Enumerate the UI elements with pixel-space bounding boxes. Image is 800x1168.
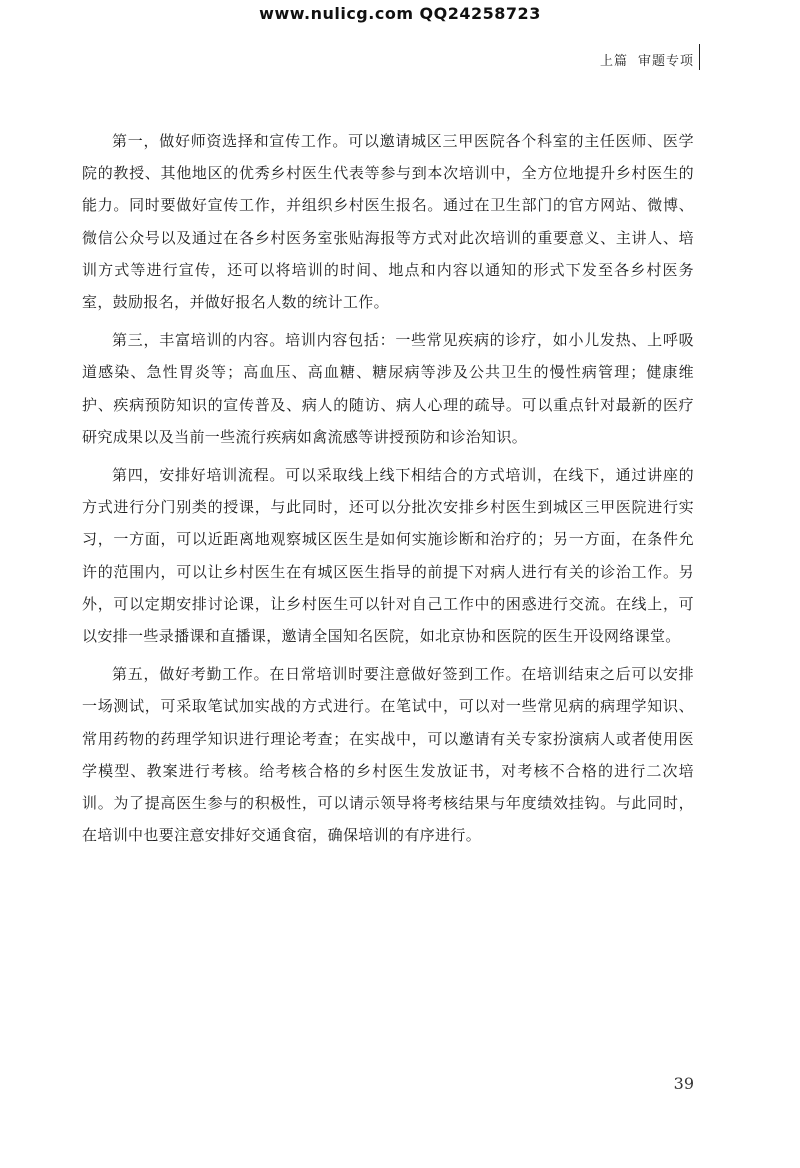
header-section: 审题专项 bbox=[637, 54, 694, 69]
body-text bbox=[82, 125, 694, 857]
paragraph-3: 第四，安排好培训流程。可以采取线上线下相结合的方式培训，在线下，通过讲座的方式进行分门别类的授课，与此同时，还可以分批次安排乡村医生到城区三甲医院进行实习，一方面，可以近距离地观察城区医生是如何实施诊断和治疗的；另一方面，在条件允许的范围内，可以让乡村医生在有城区医生指导的前提下对病人进行有关的诊治工作。另外，可以定期安排讨论课，让乡村医生可以针对自己工作中的困惑进行交流。在线上，可以安排一些录播课和直播课，邀请全国知名医院，如北京协和医院的医生开设网络课堂。 bbox=[82, 466, 694, 646]
header-divider bbox=[699, 44, 701, 70]
watermark-text: www.nulicg.com QQ24258723 bbox=[259, 4, 541, 23]
paragraph-1: 第一，做好师资选择和宣传工作。可以邀请城区三甲医院各个科室的主任医师、医学院的教授、其他地区的优秀乡村医生代表等参与到本次培训中，全方位地提升乡村医生的能力。同时要做好宣传工作，并组织乡村医生报名。通过在卫生部门的官方网站、微博、微信公众号以及通过在各乡村医务室张贴海报等方式对此次培训的重要意义、主讲人、培训方式等进行宣传，还可以将培训的时间、地点和内容以通知的形式下发至各乡村医务室，鼓励报名，并做好报名人数的统计工作。 bbox=[82, 132, 694, 312]
running-header bbox=[600, 50, 694, 69]
paragraph-2: 第三，丰富培训的内容。培训内容包括：一些常见疾病的诊疗，如小儿发热、上呼吸道感染、急性胃炎等；高血压、高血糖、糖尿病等涉及公共卫生的慢性病管理；健康维护、疾病预防知识的宣传普及、病人的随访、病人心理的疏导。可以重点针对最新的医疗研究成果以及当前一些流行疾病如禽流感等讲授预防和诊治知识。 bbox=[82, 331, 694, 446]
paragraph-4: 第五，做好考勤工作。在日常培训时要注意做好签到工作。在培训结束之后可以安排一场测试，可采取笔试加实战的方式进行。在笔试中，可以对一些常见病的病理学知识、常用药物的药理学知识进行理论考查；在实战中，可以邀请有关专家扮演病人或者使用医学模型、教案进行考核。给考核合格的乡村医生发放证书，对考核不合格的进行二次培训。为了提高医生参与的积极性，可以请示领导将考核结果与年度绩效挂钩。与此同时，在培训中也要注意安排好交通食宿，确保培训的有序进行。 bbox=[82, 665, 694, 845]
page-number: 39 bbox=[673, 1074, 694, 1093]
header-part: 上篇 bbox=[599, 54, 628, 69]
